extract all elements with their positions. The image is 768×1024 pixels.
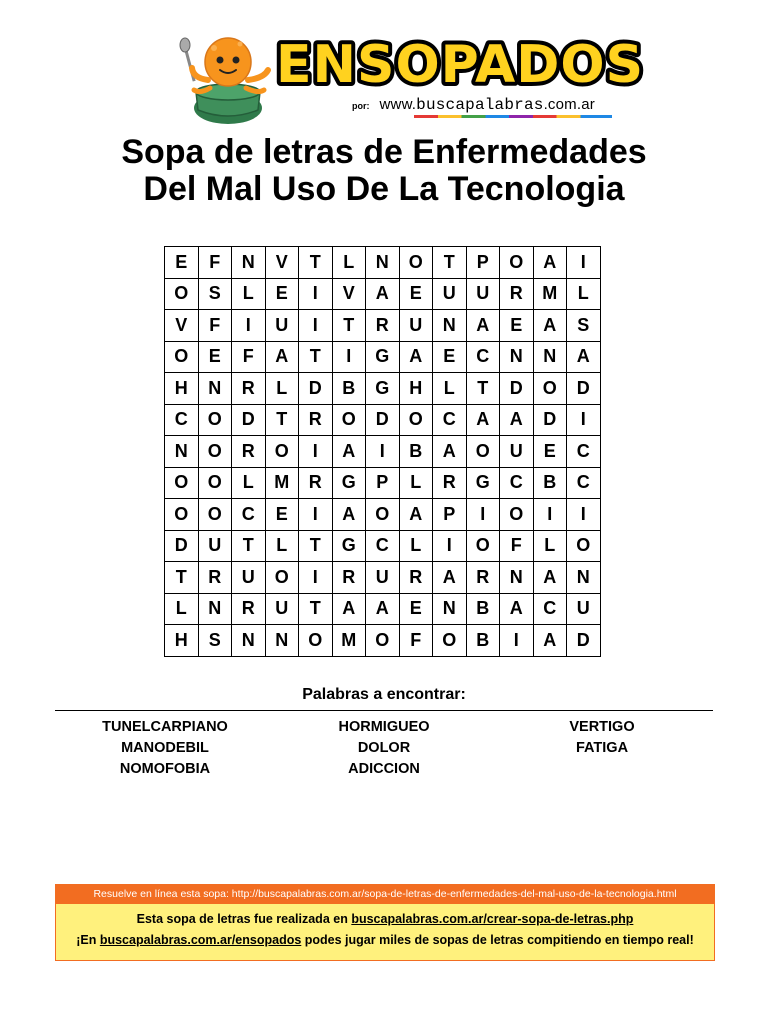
grid-cell[interactable]: N	[265, 625, 299, 657]
grid-cell[interactable]: O	[366, 499, 400, 531]
grid-cell[interactable]: A	[399, 499, 433, 531]
grid-cell[interactable]: S	[567, 310, 601, 342]
grid-cell[interactable]: E	[198, 341, 232, 373]
grid-cell[interactable]: I	[299, 278, 333, 310]
create-puzzle-link[interactable]: buscapalabras.com.ar/crear-sopa-de-letras.php	[351, 912, 634, 926]
grid-cell[interactable]: T	[232, 530, 266, 562]
grid-row	[165, 278, 601, 310]
grid-cell[interactable]: I	[466, 499, 500, 531]
footer-line-2-prefix: ¡En	[76, 933, 100, 947]
grid-cell[interactable]: R	[198, 562, 232, 594]
grid-cell[interactable]: O	[165, 341, 199, 373]
grid-cell[interactable]: C	[500, 467, 534, 499]
grid-cell[interactable]: T	[299, 247, 333, 279]
grid-cell[interactable]: U	[567, 593, 601, 625]
grid-cell[interactable]: G	[332, 467, 366, 499]
grid-cell[interactable]: C	[567, 467, 601, 499]
grid-cell[interactable]: T	[332, 310, 366, 342]
grid-row	[165, 562, 601, 594]
brand-title: ENSOPADOS	[275, 35, 645, 95]
grid-cell[interactable]: O	[198, 499, 232, 531]
footer-line-2-suffix: podes jugar miles de sopas de letras compitiendo en tiempo real!	[301, 933, 694, 947]
word-item: ADICCION	[348, 761, 420, 777]
grid-cell[interactable]: T	[165, 562, 199, 594]
grid-row	[165, 310, 601, 342]
grid-cell[interactable]: V	[332, 278, 366, 310]
grid-cell[interactable]: P	[433, 499, 467, 531]
grid-cell[interactable]: R	[433, 467, 467, 499]
grid-cell[interactable]: A	[366, 593, 400, 625]
byline-domain: .com.ar	[543, 96, 595, 113]
grid-cell[interactable]: N	[500, 562, 534, 594]
grid-cell[interactable]: N	[567, 562, 601, 594]
grid-cell[interactable]: O	[466, 530, 500, 562]
grid-cell[interactable]: G	[332, 530, 366, 562]
rainbow-underline	[414, 115, 612, 118]
word-item: TUNELCARPIANO	[102, 719, 228, 735]
grid-cell[interactable]: R	[299, 404, 333, 436]
grid-cell[interactable]: U	[198, 530, 232, 562]
grid-cell[interactable]: E	[265, 499, 299, 531]
grid-cell[interactable]: I	[299, 310, 333, 342]
grid-cell[interactable]: T	[265, 404, 299, 436]
grid-cell[interactable]: E	[399, 278, 433, 310]
grid-row	[165, 341, 601, 373]
grid-cell[interactable]: T	[299, 593, 333, 625]
grid-cell[interactable]: L	[533, 530, 567, 562]
grid-cell[interactable]: A	[533, 247, 567, 279]
grid-cell[interactable]: D	[299, 373, 333, 405]
word-column-3	[492, 717, 712, 759]
grid-cell[interactable]: U	[232, 562, 266, 594]
byline-site[interactable]	[380, 96, 595, 113]
grid-cell[interactable]: L	[399, 467, 433, 499]
grid-cell[interactable]: N	[198, 593, 232, 625]
grid-cell[interactable]: O	[366, 625, 400, 657]
grid-cell[interactable]: R	[366, 310, 400, 342]
grid-cell[interactable]: I	[433, 530, 467, 562]
letter-grid[interactable]	[164, 246, 601, 657]
grid-cell[interactable]: T	[466, 373, 500, 405]
grid-cell[interactable]: S	[198, 278, 232, 310]
grid-cell[interactable]: D	[533, 404, 567, 436]
byline	[352, 96, 595, 114]
grid-cell[interactable]: E	[533, 436, 567, 468]
grid-cell[interactable]: O	[567, 530, 601, 562]
grid-row	[165, 467, 601, 499]
grid-cell[interactable]: I	[567, 499, 601, 531]
grid-cell[interactable]: L	[399, 530, 433, 562]
word-item: HORMIGUEO	[338, 719, 430, 735]
grid-cell[interactable]: P	[366, 467, 400, 499]
grid-cell[interactable]: H	[399, 373, 433, 405]
title-line-2: Del Mal Uso De La Tecnologia	[143, 170, 625, 208]
grid-cell[interactable]: F	[232, 341, 266, 373]
grid-cell[interactable]: O	[500, 499, 534, 531]
grid-cell[interactable]: A	[332, 499, 366, 531]
grid-cell[interactable]: O	[399, 404, 433, 436]
grid-cell[interactable]: I	[299, 436, 333, 468]
grid-cell[interactable]: U	[265, 593, 299, 625]
grid-cell[interactable]: L	[165, 593, 199, 625]
grid-cell[interactable]: R	[232, 373, 266, 405]
grid-cell[interactable]: F	[198, 247, 232, 279]
grid-cell[interactable]: L	[265, 373, 299, 405]
grid-cell[interactable]: A	[466, 404, 500, 436]
grid-cell[interactable]: O	[466, 436, 500, 468]
grid-cell[interactable]: B	[466, 593, 500, 625]
grid-cell[interactable]: C	[366, 530, 400, 562]
grid-cell[interactable]: A	[533, 562, 567, 594]
grid-cell[interactable]: D	[567, 373, 601, 405]
brand-logo	[275, 34, 645, 95]
word-item: DOLOR	[357, 740, 411, 756]
grid-cell[interactable]: O	[198, 436, 232, 468]
grid-cell[interactable]: F	[500, 530, 534, 562]
grid-cell[interactable]: O	[332, 404, 366, 436]
footer-line-1-text: Esta sopa de letras fue realizada en	[136, 912, 352, 926]
grid-cell[interactable]: N	[198, 373, 232, 405]
grid-cell[interactable]: E	[165, 247, 199, 279]
grid-cell[interactable]: O	[165, 467, 199, 499]
grid-cell[interactable]: U	[466, 278, 500, 310]
grid-cell[interactable]: I	[299, 499, 333, 531]
grid-cell[interactable]: A	[567, 341, 601, 373]
grid-cell[interactable]: A	[265, 341, 299, 373]
grid-row	[165, 530, 601, 562]
grid-cell[interactable]: C	[165, 404, 199, 436]
grid-cell[interactable]: A	[500, 404, 534, 436]
word-item: MANODEBIL	[121, 740, 209, 756]
grid-cell[interactable]: A	[399, 341, 433, 373]
grid-cell[interactable]: A	[466, 310, 500, 342]
word-column-1	[55, 717, 275, 780]
grid-cell[interactable]: N	[366, 247, 400, 279]
grid-cell[interactable]: I	[232, 310, 266, 342]
byline-www: www.	[379, 96, 417, 113]
grid-cell[interactable]: O	[165, 499, 199, 531]
grid-cell[interactable]: O	[500, 247, 534, 279]
byline-site-name: buscapalabras	[416, 96, 544, 114]
grid-cell[interactable]: A	[433, 562, 467, 594]
word-column-2	[274, 717, 494, 780]
grid-cell[interactable]: A	[533, 625, 567, 657]
grid-cell[interactable]: D	[567, 625, 601, 657]
grid-cell[interactable]: H	[165, 373, 199, 405]
grid-cell[interactable]: I	[366, 436, 400, 468]
grid-cell[interactable]: B	[466, 625, 500, 657]
grid-cell[interactable]: N	[500, 341, 534, 373]
grid-cell[interactable]: N	[433, 593, 467, 625]
grid-row	[165, 373, 601, 405]
grid-cell[interactable]: T	[433, 247, 467, 279]
title-line-1: Sopa de letras de Enfermedades	[121, 133, 647, 171]
grid-cell[interactable]: N	[232, 247, 266, 279]
grid-cell[interactable]: I	[567, 404, 601, 436]
grid-cell[interactable]: O	[533, 373, 567, 405]
grid-cell[interactable]: N	[433, 310, 467, 342]
grid-cell[interactable]: C	[567, 436, 601, 468]
grid-cell[interactable]: U	[366, 562, 400, 594]
footer-online-link[interactable]: Resuelve en línea esta sopa: http://buscapalabras.com.ar/sopa-de-letras-de-enfermedades-del-mal-uso-de-la-tecnologia.html	[56, 885, 714, 904]
grid-cell[interactable]: R	[299, 467, 333, 499]
divider	[55, 710, 713, 711]
grid-cell[interactable]: U	[265, 310, 299, 342]
grid-cell[interactable]: B	[533, 467, 567, 499]
byline-prefix: por:	[352, 101, 370, 111]
grid-cell[interactable]: R	[399, 562, 433, 594]
grid-cell[interactable]: L	[567, 278, 601, 310]
grid-cell[interactable]: R	[500, 278, 534, 310]
ensopados-link[interactable]: buscapalabras.com.ar/ensopados	[99, 933, 302, 947]
footer-line-2	[56, 930, 714, 951]
grid-cell[interactable]: U	[399, 310, 433, 342]
grid-cell[interactable]: D	[232, 404, 266, 436]
grid-cell[interactable]: F	[399, 625, 433, 657]
word-item: FATIGA	[575, 740, 629, 756]
grid-cell[interactable]: L	[433, 373, 467, 405]
grid-cell[interactable]: A	[332, 593, 366, 625]
grid-cell[interactable]: N	[165, 436, 199, 468]
grid-cell[interactable]: B	[332, 373, 366, 405]
grid-cell[interactable]: T	[299, 530, 333, 562]
grid-cell[interactable]: V	[265, 247, 299, 279]
grid-cell[interactable]: I	[332, 341, 366, 373]
grid-cell[interactable]: E	[433, 341, 467, 373]
octopus-in-pot-icon	[178, 30, 278, 125]
grid-row	[165, 625, 601, 657]
words-heading: Palabras a encontrar:	[302, 686, 466, 703]
grid-cell[interactable]: E	[265, 278, 299, 310]
grid-cell[interactable]: O	[299, 625, 333, 657]
grid-cell[interactable]: F	[198, 310, 232, 342]
grid-cell[interactable]: R	[332, 562, 366, 594]
grid-row	[165, 436, 601, 468]
grid-cell[interactable]: B	[399, 436, 433, 468]
grid-cell[interactable]: D	[366, 404, 400, 436]
grid-cell[interactable]: O	[198, 404, 232, 436]
grid-cell[interactable]: A	[433, 436, 467, 468]
grid-cell[interactable]: A	[533, 310, 567, 342]
grid-cell[interactable]: N	[232, 625, 266, 657]
grid-cell[interactable]: D	[165, 530, 199, 562]
grid-row	[165, 593, 601, 625]
grid-cell[interactable]: L	[332, 247, 366, 279]
header	[0, 0, 768, 130]
page-title	[0, 134, 768, 208]
grid-cell[interactable]: G	[366, 373, 400, 405]
grid-cell[interactable]: C	[533, 593, 567, 625]
grid-cell[interactable]: I	[500, 625, 534, 657]
grid-cell[interactable]: U	[433, 278, 467, 310]
grid-cell[interactable]: N	[533, 341, 567, 373]
grid-cell[interactable]: I	[567, 247, 601, 279]
grid-cell[interactable]: C	[433, 404, 467, 436]
grid-cell[interactable]: E	[500, 310, 534, 342]
grid-cell[interactable]: L	[232, 467, 266, 499]
word-item: NOMOFOBIA	[119, 761, 211, 777]
grid-cell[interactable]: G	[466, 467, 500, 499]
grid-cell[interactable]: O	[433, 625, 467, 657]
grid-cell[interactable]: A	[366, 278, 400, 310]
grid-row	[165, 404, 601, 436]
grid-cell[interactable]: M	[265, 467, 299, 499]
grid-cell[interactable]: U	[500, 436, 534, 468]
grid-cell[interactable]: C	[232, 499, 266, 531]
grid-cell[interactable]: R	[466, 562, 500, 594]
grid-row	[165, 499, 601, 531]
grid-cell[interactable]: S	[198, 625, 232, 657]
grid-cell[interactable]: M	[533, 278, 567, 310]
grid-cell[interactable]: O	[265, 562, 299, 594]
grid-cell[interactable]: T	[299, 341, 333, 373]
grid-cell[interactable]: O	[399, 247, 433, 279]
grid-cell[interactable]: G	[366, 341, 400, 373]
grid-row	[165, 247, 601, 279]
footer-line-1	[56, 909, 714, 930]
grid-cell[interactable]: C	[466, 341, 500, 373]
grid-cell[interactable]: E	[399, 593, 433, 625]
grid-cell[interactable]: O	[198, 467, 232, 499]
footer-box	[55, 884, 715, 961]
grid-cell[interactable]: A	[500, 593, 534, 625]
grid-cell[interactable]: D	[500, 373, 534, 405]
grid-cell[interactable]: M	[332, 625, 366, 657]
grid-cell[interactable]: V	[165, 310, 199, 342]
grid-cell[interactable]: O	[265, 436, 299, 468]
grid-cell[interactable]: L	[232, 278, 266, 310]
grid-cell[interactable]: I	[299, 562, 333, 594]
grid-cell[interactable]: A	[332, 436, 366, 468]
grid-cell[interactable]: I	[533, 499, 567, 531]
word-item: VERTIGO	[569, 719, 635, 735]
grid-cell[interactable]: R	[232, 436, 266, 468]
grid-cell[interactable]: R	[232, 593, 266, 625]
grid-cell[interactable]: O	[165, 278, 199, 310]
grid-cell[interactable]: L	[265, 530, 299, 562]
grid-cell[interactable]: P	[466, 247, 500, 279]
grid-cell[interactable]: H	[165, 625, 199, 657]
